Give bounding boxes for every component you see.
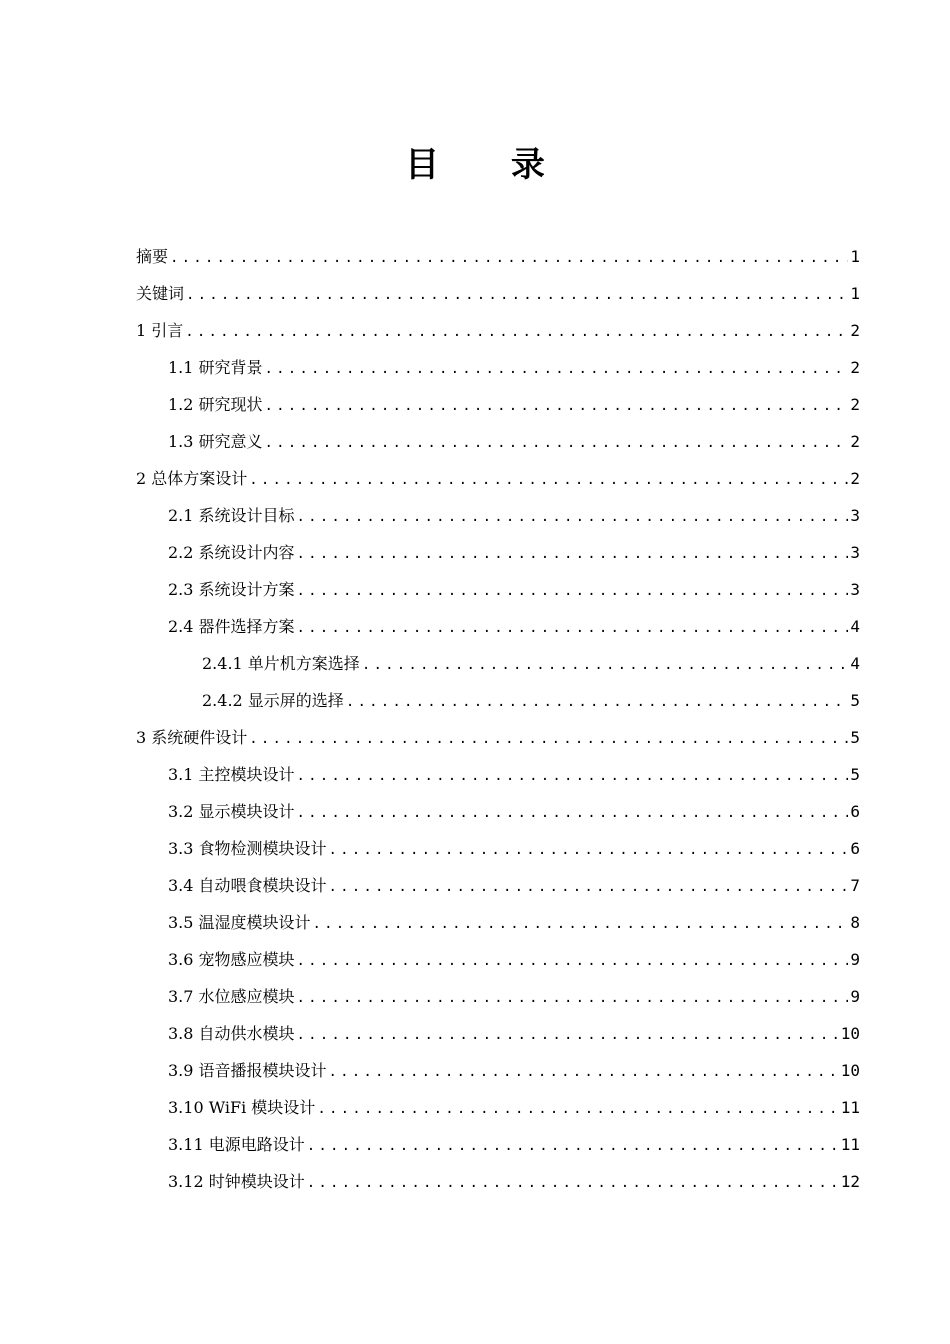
toc-entry[interactable] bbox=[136, 349, 860, 386]
toc-dot-leader bbox=[307, 1165, 839, 1202]
toc-entry-label: 关键词 bbox=[136, 284, 185, 303]
toc-entry-label: 3.12 时钟模块设计 bbox=[168, 1172, 305, 1191]
toc-entry-page-number: 5 bbox=[850, 728, 860, 747]
toc-entry-page-number: 11 bbox=[840, 1098, 860, 1117]
toc-entry[interactable] bbox=[136, 978, 860, 1015]
toc-entry[interactable] bbox=[136, 830, 860, 867]
toc-entry-label: 3.2 显示模块设计 bbox=[168, 802, 295, 821]
toc-entry[interactable] bbox=[136, 608, 860, 645]
toc-dot-leader bbox=[265, 425, 849, 462]
toc-entry-label: 3.1 主控模块设计 bbox=[168, 765, 295, 784]
toc-entry[interactable] bbox=[136, 497, 860, 534]
toc-entry-label: 3.10 WiFi 模块设计 bbox=[168, 1098, 316, 1117]
toc-entry-page-number: 5 bbox=[850, 765, 860, 784]
toc-entry-label: 3.5 温湿度模块设计 bbox=[168, 913, 311, 932]
toc-dot-leader bbox=[265, 351, 849, 388]
toc-dot-leader bbox=[186, 277, 848, 314]
toc-entry-label: 2.3 系统设计方案 bbox=[168, 580, 295, 599]
toc-dot-leader bbox=[249, 462, 848, 499]
toc-dot-leader bbox=[265, 388, 849, 425]
toc-entry[interactable] bbox=[136, 719, 860, 756]
toc-entry-page-number: 3 bbox=[850, 580, 860, 599]
toc-entry-page-number: 1 bbox=[850, 247, 860, 266]
toc-entry[interactable] bbox=[136, 1126, 860, 1163]
toc-dot-leader bbox=[297, 610, 849, 647]
toc-entry-page-number: 1 bbox=[850, 284, 860, 303]
toc-entry-page-number: 4 bbox=[850, 654, 860, 673]
toc-dot-leader bbox=[297, 980, 849, 1017]
toc-entry-label: 2.4 器件选择方案 bbox=[168, 617, 295, 636]
toc-dot-leader bbox=[297, 943, 849, 980]
toc-entry-page-number: 9 bbox=[850, 950, 860, 969]
toc-entry-label: 1.1 研究背景 bbox=[168, 358, 263, 377]
toc-entry[interactable] bbox=[136, 682, 860, 719]
toc-dot-leader bbox=[185, 314, 848, 351]
toc-entry-page-number: 6 bbox=[850, 802, 860, 821]
toc-dot-leader bbox=[362, 647, 849, 684]
toc-entry-page-number: 3 bbox=[850, 506, 860, 525]
toc-entry-page-number: 8 bbox=[850, 913, 860, 932]
toc-entry[interactable] bbox=[136, 571, 860, 608]
toc-dot-leader bbox=[317, 1091, 838, 1128]
toc-dot-leader bbox=[329, 869, 849, 906]
toc-dot-leader bbox=[297, 1017, 839, 1054]
toc-entry-page-number: 2 bbox=[850, 321, 860, 340]
toc-entry-label: 2 总体方案设计 bbox=[136, 469, 248, 488]
toc-entry-page-number: 10 bbox=[840, 1061, 860, 1080]
toc-entry-page-number: 10 bbox=[840, 1024, 860, 1043]
toc-entry-label: 2.2 系统设计内容 bbox=[168, 543, 295, 562]
toc-entry-label: 3.9 语音播报模块设计 bbox=[168, 1061, 327, 1080]
toc-dot-leader bbox=[297, 795, 849, 832]
toc-entry[interactable] bbox=[136, 534, 860, 571]
toc-entry-page-number: 12 bbox=[840, 1172, 860, 1191]
toc-dot-leader bbox=[313, 906, 849, 943]
toc-dot-leader bbox=[307, 1128, 839, 1165]
toc-entry[interactable] bbox=[136, 1089, 860, 1126]
toc-entry-label: 3.8 自动供水模块 bbox=[168, 1024, 295, 1043]
toc-dot-leader bbox=[346, 684, 849, 721]
toc-entry-page-number: 9 bbox=[850, 987, 860, 1006]
toc-entry-label: 2.1 系统设计目标 bbox=[168, 506, 295, 525]
toc-dot-leader bbox=[297, 573, 849, 610]
toc-entry-page-number: 7 bbox=[850, 876, 860, 895]
toc-dot-leader bbox=[170, 240, 848, 277]
toc-entry-label: 3.3 食物检测模块设计 bbox=[168, 839, 327, 858]
toc-entry-page-number: 6 bbox=[850, 839, 860, 858]
toc-entry[interactable] bbox=[136, 941, 860, 978]
toc-entry[interactable] bbox=[136, 238, 860, 275]
toc-entry-page-number: 11 bbox=[840, 1135, 860, 1154]
toc-entry-label: 3.7 水位感应模块 bbox=[168, 987, 295, 1006]
toc-entry-page-number: 3 bbox=[850, 543, 860, 562]
toc-dot-leader bbox=[329, 1054, 839, 1091]
toc-entry-page-number: 5 bbox=[850, 691, 860, 710]
toc-dot-leader bbox=[297, 758, 849, 795]
toc-dot-leader bbox=[297, 536, 849, 573]
toc-entry-label: 3.11 电源电路设计 bbox=[168, 1135, 305, 1154]
toc-entry-page-number: 2 bbox=[850, 395, 860, 414]
toc-dot-leader bbox=[329, 832, 849, 869]
table-of-contents bbox=[136, 238, 860, 1200]
toc-dot-leader bbox=[249, 721, 848, 758]
toc-entry[interactable] bbox=[136, 312, 860, 349]
page-title: 目 录 bbox=[405, 145, 575, 185]
toc-entry-page-number: 4 bbox=[850, 617, 860, 636]
toc-entry[interactable] bbox=[136, 386, 860, 423]
toc-entry-label: 摘要 bbox=[136, 247, 169, 266]
toc-entry-label: 1 引言 bbox=[136, 321, 184, 340]
toc-dot-leader bbox=[297, 499, 849, 536]
toc-entry[interactable] bbox=[136, 1163, 860, 1200]
toc-entry[interactable] bbox=[136, 460, 860, 497]
toc-entry[interactable] bbox=[136, 275, 860, 312]
toc-entry[interactable] bbox=[136, 645, 860, 682]
toc-entry-label: 2.4.1 单片机方案选择 bbox=[202, 654, 360, 673]
toc-entry[interactable] bbox=[136, 756, 860, 793]
toc-entry[interactable] bbox=[136, 423, 860, 460]
toc-entry-label: 3 系统硬件设计 bbox=[136, 728, 248, 747]
toc-entry-label: 1.3 研究意义 bbox=[168, 432, 263, 451]
toc-entry-label: 3.6 宠物感应模块 bbox=[168, 950, 295, 969]
toc-entry[interactable] bbox=[136, 867, 860, 904]
toc-entry-label: 3.4 自动喂食模块设计 bbox=[168, 876, 327, 895]
toc-entry[interactable] bbox=[136, 904, 860, 941]
toc-entry-page-number: 2 bbox=[850, 358, 860, 377]
toc-entry-page-number: 2 bbox=[850, 432, 860, 451]
toc-entry[interactable] bbox=[136, 1052, 860, 1089]
toc-entry-label: 2.4.2 显示屏的选择 bbox=[202, 691, 344, 710]
toc-entry-page-number: 2 bbox=[850, 469, 860, 488]
toc-entry[interactable] bbox=[136, 793, 860, 830]
toc-entry-label: 1.2 研究现状 bbox=[168, 395, 263, 414]
toc-entry[interactable] bbox=[136, 1015, 860, 1052]
